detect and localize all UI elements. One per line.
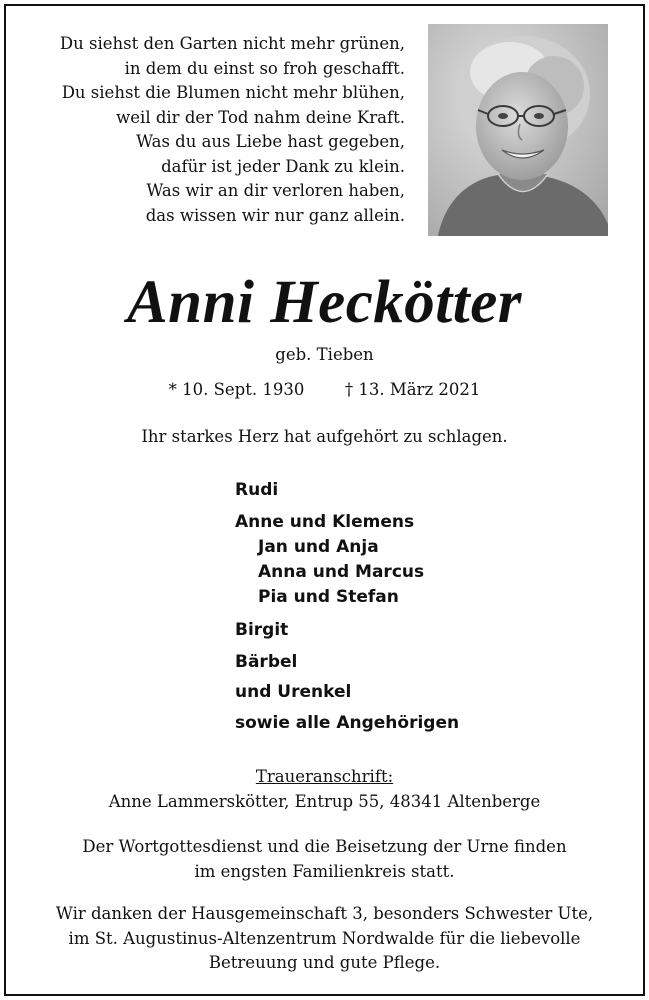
family-member: Anne und Klemens [235,512,415,532]
family-member: Anna und Marcus [258,562,425,582]
poem-line: Du siehst die Blumen nicht mehr blühen, [61,83,405,102]
birth-date: * 10. Sept. 1930 [168,380,305,399]
death-date: † 13. März 2021 [344,380,481,399]
family-member: sowie alle Angehörigen [235,713,460,733]
address-heading [0,767,649,786]
poem [5,32,405,228]
family-member: Jan und Anja [258,537,379,557]
poem-line: in dem du einst so froh geschafft. [124,58,405,78]
family-member: Pia und Stefan [258,587,399,607]
family-member: Rudi [235,480,279,500]
thanks-line: Wir danken der Hausgemeinschaft 3, besonders Schwester Ute, [55,904,594,923]
family-member: Birgit [235,620,289,640]
poem-line: Was wir an dir verloren haben, [146,181,405,200]
family-member: Bärbel [235,652,298,672]
service-line: im engsten Familienkreis statt. [194,861,455,881]
poem-line: weil dir der Tod nahm deine Kraft. [116,107,405,127]
poem-line: Du siehst den Garten nicht mehr grünen, [59,34,405,53]
poem-line: Was du aus Liebe hast gegeben, [136,132,405,151]
deceased-name: Anni Heckötter [126,269,523,336]
family-member: und Urenkel [235,682,352,702]
portrait-photo [428,24,608,236]
portrait-illustration [428,24,608,236]
thanks-line: im St. Augustinus-Altenzentrum Nordwalde für die liebevolle [68,928,581,948]
poem-line: das wissen wir nur ganz allein. [145,205,405,225]
thanks-line: Betreuung und gute Pflege. [208,953,441,972]
address-heading-text: Traueranschrift: [255,767,394,786]
tagline: Ihr starkes Herz hat aufgehört zu schlagen. [141,427,508,446]
thanks-note [0,902,649,976]
service-note [0,835,649,884]
poem-line: dafür ist jeder Dank zu klein. [161,156,405,176]
address-line: Anne Lammerskötter, Entrup 55, 48341 Altenberge [108,792,541,811]
service-line: Der Wortgottesdienst und die Beisetzung der Urne finden [82,837,567,856]
life-dates [0,380,649,399]
maiden-name: geb. Tieben [275,345,374,364]
